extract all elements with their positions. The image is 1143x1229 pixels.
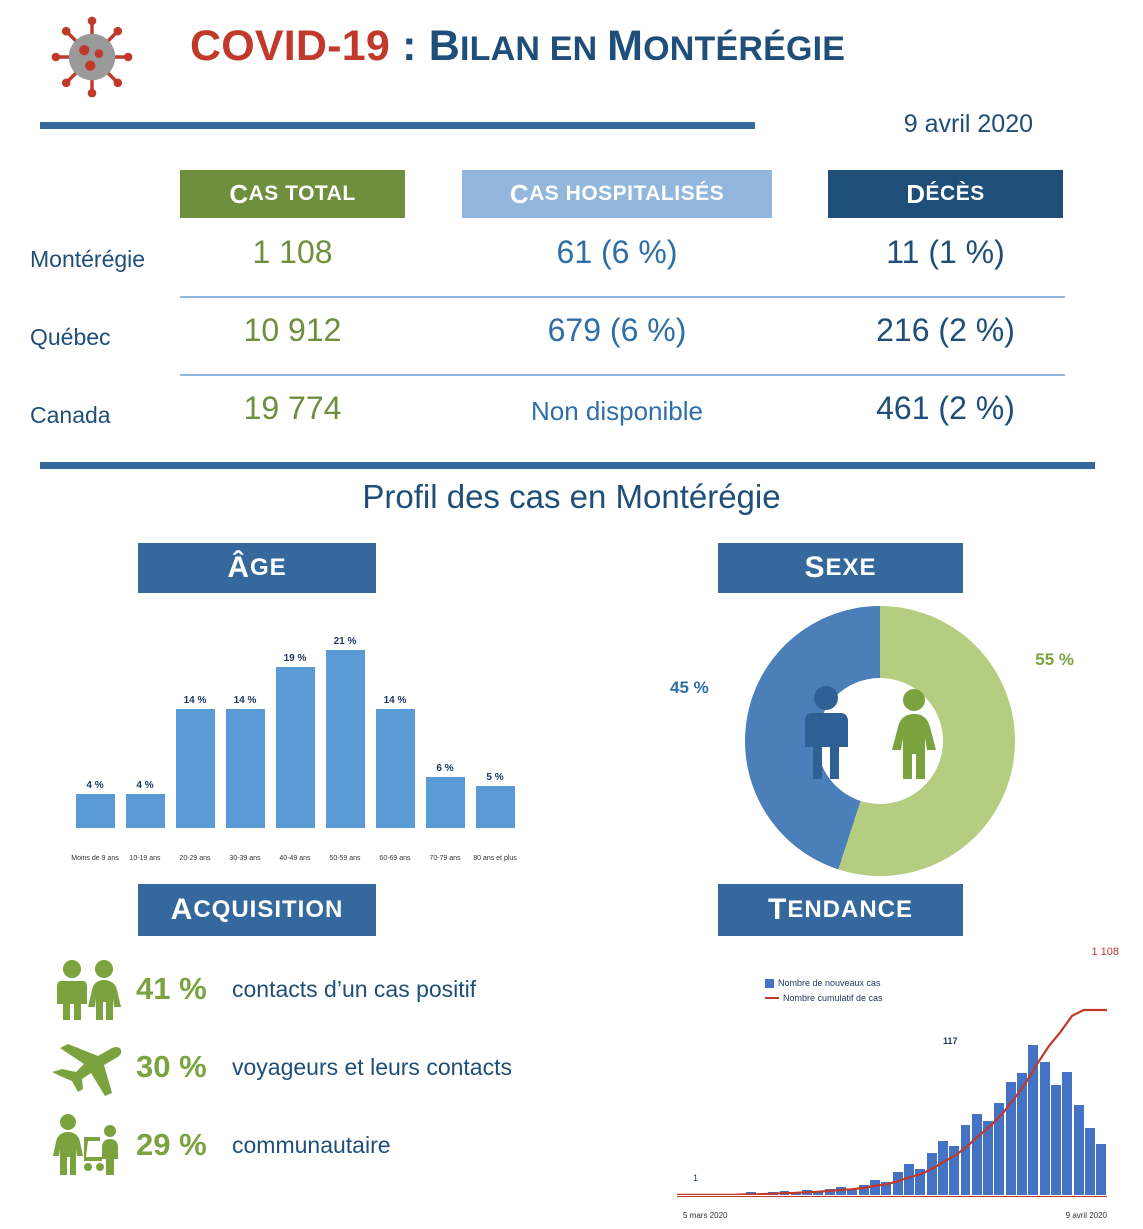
age-bar-label: 14 % bbox=[183, 695, 207, 707]
age-bar-group bbox=[270, 653, 320, 828]
table-row bbox=[0, 300, 1143, 378]
cell-monteregie-deces: 11 (1 %) bbox=[886, 234, 1005, 270]
cell-quebec-deces: 216 (2 %) bbox=[876, 312, 1015, 348]
age-bar-group bbox=[70, 780, 120, 828]
col-hosp-rest: AS HOSPITALISÉS bbox=[529, 182, 725, 205]
table-row bbox=[0, 222, 1143, 300]
age-bar-chart bbox=[60, 600, 530, 870]
col-hosp-cap: C bbox=[509, 178, 530, 209]
col-deces-cap: D bbox=[906, 178, 926, 209]
cell-monteregie-cas-total: 1 108 bbox=[252, 234, 333, 270]
age-bar-label: 14 % bbox=[383, 695, 407, 707]
age-axis-tick: Moins de 9 ans bbox=[71, 855, 119, 863]
cell-quebec-hospitalises: 679 (6 %) bbox=[547, 312, 687, 348]
age-bar bbox=[276, 667, 315, 828]
banner-tendance bbox=[718, 884, 963, 936]
age-bar-group bbox=[220, 695, 270, 828]
row-divider bbox=[180, 374, 1065, 376]
cell-canada-cas-total: 19 774 bbox=[243, 390, 342, 426]
age-axis-tick: 60-69 ans bbox=[379, 855, 411, 863]
age-bar bbox=[426, 777, 465, 828]
row-divider bbox=[180, 296, 1065, 298]
list-item bbox=[40, 1106, 660, 1184]
trend-annotation-first: 1 bbox=[693, 1173, 699, 1183]
banner-age bbox=[138, 543, 376, 593]
title-covid: COVID-19 bbox=[190, 22, 390, 70]
age-bar-label: 14 % bbox=[233, 695, 257, 707]
banner-sexe-cap: S bbox=[804, 551, 826, 584]
age-bar-label: 4 % bbox=[136, 780, 154, 792]
age-bar-group bbox=[170, 695, 220, 828]
donut-ring bbox=[745, 606, 1015, 876]
age-bar-label: 4 % bbox=[86, 780, 104, 792]
report-date: 9 avril 2020 bbox=[903, 110, 1033, 138]
section-rule bbox=[40, 462, 1095, 469]
age-bar bbox=[226, 709, 265, 828]
age-bar bbox=[176, 709, 215, 828]
col-deces-rest: ÉCÈS bbox=[925, 182, 985, 205]
family-stroller-icon bbox=[40, 1113, 136, 1177]
trend-cumulative-line bbox=[677, 980, 1107, 1195]
banner-sexe bbox=[718, 543, 963, 593]
header-rule bbox=[40, 122, 755, 129]
age-bars bbox=[70, 613, 520, 828]
banner-acq-rest: CQUISITION bbox=[193, 896, 344, 923]
column-header-cas-total bbox=[180, 170, 405, 218]
profile-section-title: Profil des cas en Montérégie bbox=[362, 478, 781, 515]
age-bar-group bbox=[320, 636, 370, 828]
donut-label-women: 55 % bbox=[1035, 650, 1074, 669]
trend-chart bbox=[655, 940, 1125, 1225]
title-monteregie-rest: ONTÉRÉGIE bbox=[643, 30, 846, 68]
legend-label-new-cases: Nombre de nouveaux cas bbox=[778, 978, 881, 988]
table-row bbox=[0, 378, 1143, 456]
list-item bbox=[40, 1028, 660, 1106]
age-axis-tick: 80 ans et plus bbox=[473, 855, 517, 863]
legend-label-cumulative: Nombre cumulatif de cas bbox=[783, 993, 883, 1003]
cell-monteregie-hospitalises: 61 (6 %) bbox=[556, 234, 678, 270]
man-icon bbox=[797, 685, 855, 781]
acquisition-pct-communautaire: 29 % bbox=[136, 1127, 207, 1162]
two-people-icon bbox=[40, 958, 136, 1020]
age-bar-group bbox=[120, 780, 170, 828]
banner-age-cap: Â bbox=[227, 551, 250, 584]
row-label-canada: Canada bbox=[30, 402, 111, 428]
airplane-icon bbox=[40, 1038, 136, 1096]
age-axis-labels bbox=[70, 855, 520, 864]
age-axis-tick: 30-39 ans bbox=[229, 855, 261, 863]
age-bar-group bbox=[420, 763, 470, 828]
list-item bbox=[40, 950, 660, 1028]
col-cas-rest: AS TOTAL bbox=[248, 182, 356, 205]
banner-acquisition bbox=[138, 884, 376, 936]
age-bar-group bbox=[370, 695, 420, 828]
title-separator: : bbox=[389, 22, 429, 70]
banner-tend-rest: ENDANCE bbox=[787, 896, 913, 923]
banner-sexe-rest: EXE bbox=[825, 554, 877, 581]
row-label-quebec: Québec bbox=[30, 324, 111, 350]
banner-acq-cap: A bbox=[170, 893, 194, 926]
age-bar-group bbox=[470, 772, 520, 828]
acquisition-text-voyageurs: voyageurs et leurs contacts bbox=[232, 1053, 512, 1080]
age-bar bbox=[326, 650, 365, 828]
age-axis-tick: 70-79 ans bbox=[429, 855, 461, 863]
cell-canada-deces: 461 (2 %) bbox=[876, 390, 1015, 426]
title-monteregie-cap: M bbox=[607, 22, 644, 70]
acquisition-pct-contacts: 41 % bbox=[136, 971, 207, 1006]
trend-axis bbox=[677, 1196, 1107, 1198]
age-bar bbox=[76, 794, 115, 828]
summary-table bbox=[0, 170, 1143, 456]
summary-header-row bbox=[0, 170, 1143, 222]
column-header-hospitalises bbox=[462, 170, 772, 218]
age-axis-tick: 50-59 ans bbox=[329, 855, 361, 863]
age-axis-tick: 40-49 ans bbox=[279, 855, 311, 863]
cell-canada-hospitalises: Non disponible bbox=[530, 396, 703, 426]
coronavirus-icon bbox=[38, 14, 146, 100]
acquisition-text-communautaire: communautaire bbox=[232, 1131, 391, 1158]
donut-label-men: 45 % bbox=[670, 678, 709, 697]
title-bilan-rest: ILAN EN bbox=[460, 30, 608, 68]
acquisition-text-contacts: contacts d’un cas positif bbox=[232, 975, 477, 1002]
woman-icon bbox=[888, 688, 940, 780]
header bbox=[0, 0, 1143, 108]
age-bar bbox=[376, 709, 415, 828]
col-cas-cap: C bbox=[229, 178, 249, 209]
age-bar-label: 21 % bbox=[333, 635, 357, 647]
age-bar-label: 6 % bbox=[436, 763, 454, 775]
row-label-monteregie: Montérégie bbox=[30, 246, 146, 272]
trend-annotation-peak: 117 bbox=[943, 1036, 958, 1046]
title-bilan-cap: B bbox=[428, 22, 461, 70]
age-bar bbox=[126, 794, 165, 828]
banner-tend-cap: T bbox=[767, 893, 788, 926]
age-bar-label: 19 % bbox=[283, 652, 307, 664]
acquisition-pct-voyageurs: 30 % bbox=[136, 1049, 207, 1084]
column-header-deces bbox=[828, 170, 1063, 218]
age-axis-tick: 10-19 ans bbox=[129, 855, 161, 863]
cell-quebec-cas-total: 10 912 bbox=[243, 312, 342, 348]
banner-age-rest: GE bbox=[249, 554, 287, 581]
sex-donut-chart bbox=[660, 600, 1080, 890]
trend-xlabel-start: 5 mars 2020 bbox=[683, 1210, 728, 1220]
age-axis-tick: 20-29 ans bbox=[179, 855, 211, 863]
acquisition-list bbox=[40, 950, 660, 1184]
trend-xlabel-end: 9 avril 2020 bbox=[1065, 1210, 1107, 1220]
age-bar bbox=[476, 786, 515, 828]
page-title bbox=[190, 22, 1090, 71]
trend-annotation-total: 1 108 bbox=[1091, 946, 1119, 958]
age-bar-label: 5 % bbox=[486, 771, 504, 783]
